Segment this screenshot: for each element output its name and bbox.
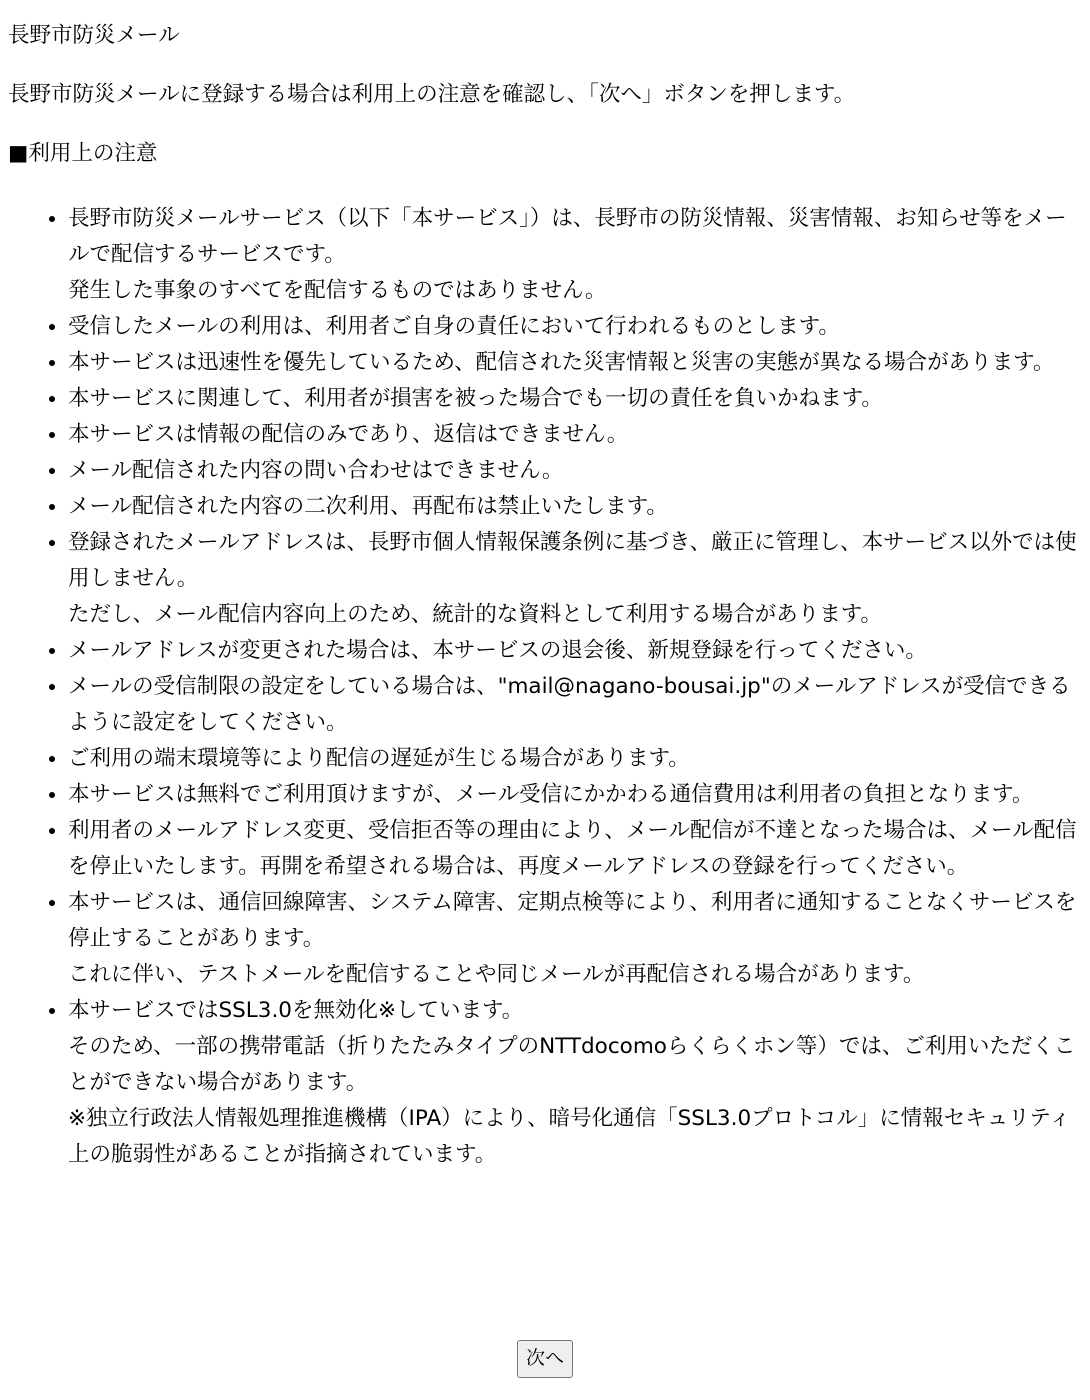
note-item xyxy=(68,669,1082,741)
note-item xyxy=(68,417,1082,453)
note-item xyxy=(68,777,1082,813)
note-line: • 利用者のメールアドレス変更、受信拒否等の理由により、メール配信が不達となった場合は、メール配信を停止いたします。再開を希望される場合は、再度メールアドレスの登録を行ってください。 xyxy=(68,818,1077,879)
note-item xyxy=(68,345,1082,381)
note-line: • 本サービスではSSL3.0を無効化※しています。 xyxy=(68,998,524,1023)
note-line: これに伴い、テストメールを配信することや同じメールが再配信される場合があります。 xyxy=(68,962,925,987)
note-item xyxy=(68,885,1082,993)
note-line: • ご利用の端末環境等により配信の遅延が生じる場合があります。 xyxy=(68,746,690,771)
note-line: • 受信したメールの利用は、利用者ご自身の責任において行われるものとします。 xyxy=(68,314,840,339)
note-line: • 本サービスは、通信回線障害、システム障害、定期点検等により、利用者に通知することなくサービスを停止することがあります。 xyxy=(68,890,1077,951)
note-item xyxy=(68,201,1082,309)
page-title: 長野市防災メール xyxy=(8,23,180,48)
note-line: ※独立行政法人情報処理推進機構（IPA）により、暗号化通信「SSL3.0プロトコル」に情報セキュリティ上の脆弱性があることが指摘されています。 xyxy=(68,1106,1071,1167)
note-item xyxy=(68,381,1082,417)
note-line: • メールアドレスが変更された場合は、本サービスの退会後、新規登録を行ってください。 xyxy=(68,638,927,663)
note-item xyxy=(68,453,1082,489)
note-item xyxy=(68,633,1082,669)
note-line: 発生した事象のすべてを配信するものではありません。 xyxy=(68,278,607,303)
note-line: • メールの受信制限の設定をしている場合は、"mail@nagano-bousai.jp"のメールアドレスが受信できるように設定をしてください。 xyxy=(68,674,1071,735)
note-line: • 長野市防災メールサービス（以下「本サービス」）は、長野市の防災情報、災害情報、お知らせ等をメールで配信するサービスです。 xyxy=(68,206,1067,267)
note-line: ただし、メール配信内容向上のため、統計的な資料として利用する場合があります。 xyxy=(68,602,882,627)
note-line: • 本サービスに関連して、利用者が損害を被った場合でも一切の責任を負いかねます。 xyxy=(68,386,883,411)
note-item xyxy=(68,489,1082,525)
note-item xyxy=(68,309,1082,345)
note-line: • メール配信された内容の二次利用、再配布は禁止いたします。 xyxy=(68,494,668,519)
note-line: • メール配信された内容の問い合わせはできません。 xyxy=(68,458,564,483)
note-line: そのため、一部の携帯電話（折りたたみタイプのNTTdocomoらくらくホン等）では、ご利用いただくことができない場合があります。 xyxy=(68,1034,1076,1095)
note-line: • 本サービスは迅速性を優先しているため、配信された災害情報と災害の実態が異なる場合があります。 xyxy=(68,350,1055,375)
intro-text: 長野市防災メールに登録する場合は利用上の注意を確認し、「次へ」ボタンを押します。 xyxy=(8,82,856,107)
note-item xyxy=(68,813,1082,885)
note-item xyxy=(68,993,1082,1173)
note-line: • 本サービスは情報の配信のみであり、返信はできません。 xyxy=(68,422,629,447)
note-line: • 本サービスは無料でご利用頂けますが、メール受信にかかわる通信費用は利用者の負担となります。 xyxy=(68,782,1034,807)
next-button[interactable]: 次へ xyxy=(517,1340,573,1378)
notes-heading: ■利用上の注意 xyxy=(8,141,158,166)
notes-list xyxy=(8,167,1082,1173)
note-item xyxy=(68,525,1082,633)
button-row xyxy=(0,1340,1090,1378)
note-item xyxy=(68,741,1082,777)
note-line: • 登録されたメールアドレスは、長野市個人情報保護条例に基づき、厳正に管理し、本サービス以外では使用しません。 xyxy=(68,530,1077,591)
